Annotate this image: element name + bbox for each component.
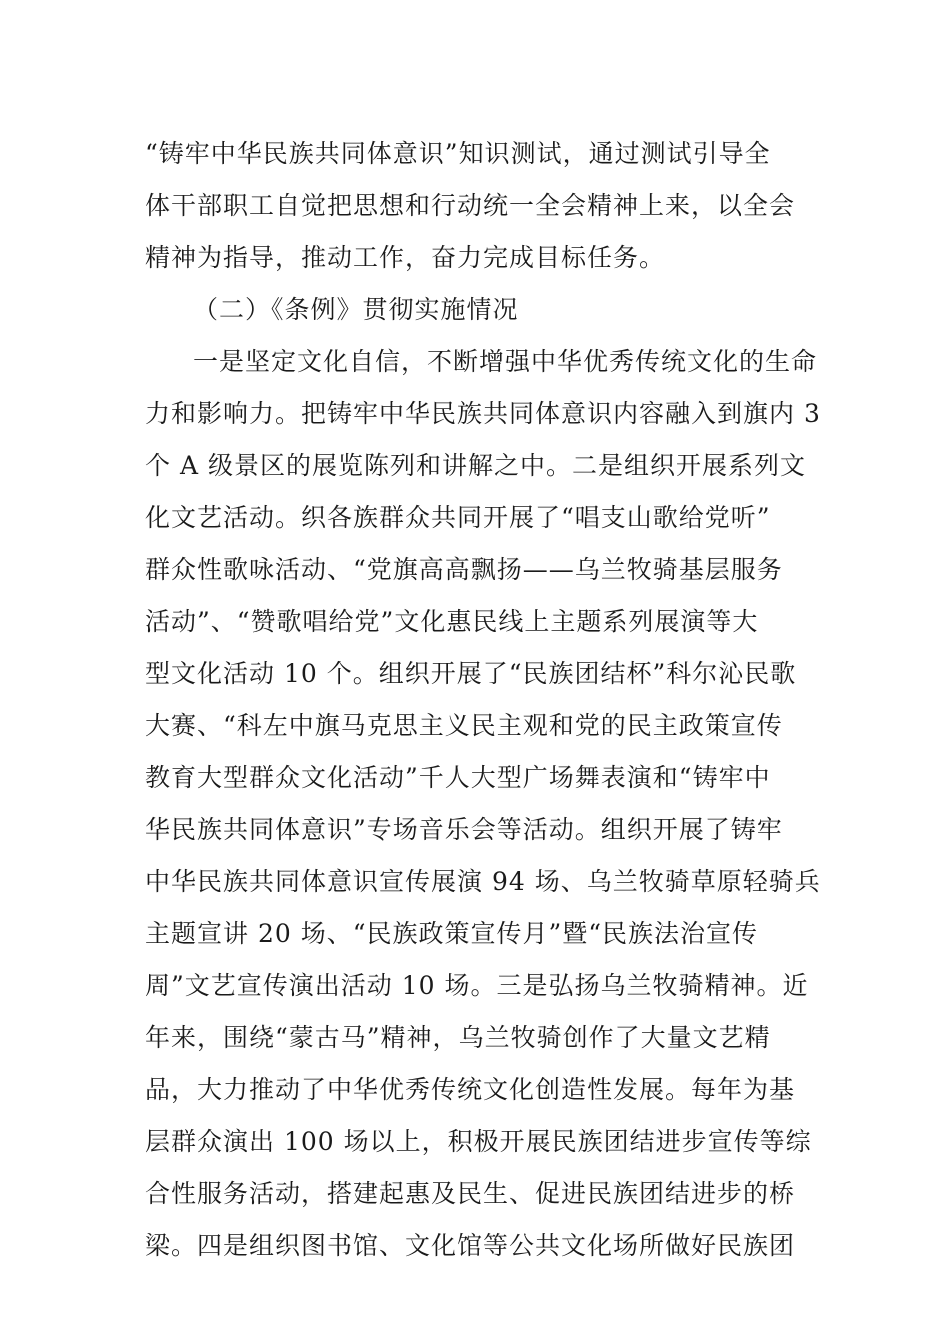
- body-text: [145, 128, 821, 1272]
- text-line: 层群众演出 100 场以上，积极开展民族团结进步宣传等综: [145, 1127, 812, 1156]
- text-line: 化文艺活动。织各族群众共同开展了“唱支山歌给党听”: [145, 503, 771, 532]
- text-line: 周”文艺宣传演出活动 10 场。三是弘扬乌兰牧骑精神。近: [145, 971, 809, 1000]
- text-line: 华民族共同体意识”专场音乐会等活动。组织开展了铸牢: [145, 815, 783, 844]
- text-line: 合性服务活动，搭建起惠及民生、促进民族团结进步的桥: [145, 1179, 796, 1208]
- text-line: 梁。四是组织图书馆、文化馆等公共文化场所做好民族团: [145, 1231, 796, 1260]
- text-line: 精神为指导，推动工作，奋力完成目标任务。: [145, 243, 666, 272]
- text-line: 体干部职工自觉把思想和行动统一全会精神上来，以全会: [145, 191, 796, 220]
- text-line: 力和影响力。把铸牢中华民族共同体意识内容融入到旗内 3: [145, 399, 821, 428]
- text-line: 活动”、“赞歌唱给党”文化惠民线上主题系列展演等大: [145, 607, 759, 636]
- text-line: 主题宣讲 20 场、“民族政策宣传月”暨“民族法治宣传: [145, 919, 759, 948]
- section-heading: （二）《条例》贯彻实施情况: [193, 295, 519, 324]
- text-line: 群众性歌咏活动、“党旗高高飘扬——乌兰牧骑基层服务: [145, 555, 783, 584]
- text-line: 教育大型群众文化活动”千人大型广场舞表演和“铸牢中: [145, 763, 771, 792]
- text-line: 大赛、“科左中旗马克思主义民主观和党的民主政策宣传: [145, 711, 783, 740]
- text-line: 品，大力推动了中华优秀传统文化创造性发展。每年为基: [145, 1075, 796, 1104]
- text-line: 型文化活动 10 个。组织开展了“民族团结杯”科尔沁民歌: [145, 659, 797, 688]
- text-line: “铸牢中华民族共同体意识”知识测试，通过测试引导全: [145, 139, 771, 168]
- text-line: 个 A 级景区的展览陈列和讲解之中。二是组织开展系列文: [145, 451, 806, 480]
- text-line: 中华民族共同体意识宣传展演 94 场、乌兰牧骑草原轻骑兵: [145, 867, 821, 896]
- paragraph-start-line: 一是坚定文化自信，不断增强中华优秀传统文化的生命: [193, 347, 818, 376]
- text-line: 年来，围绕“蒙古马”精神，乌兰牧骑创作了大量文艺精: [145, 1023, 771, 1052]
